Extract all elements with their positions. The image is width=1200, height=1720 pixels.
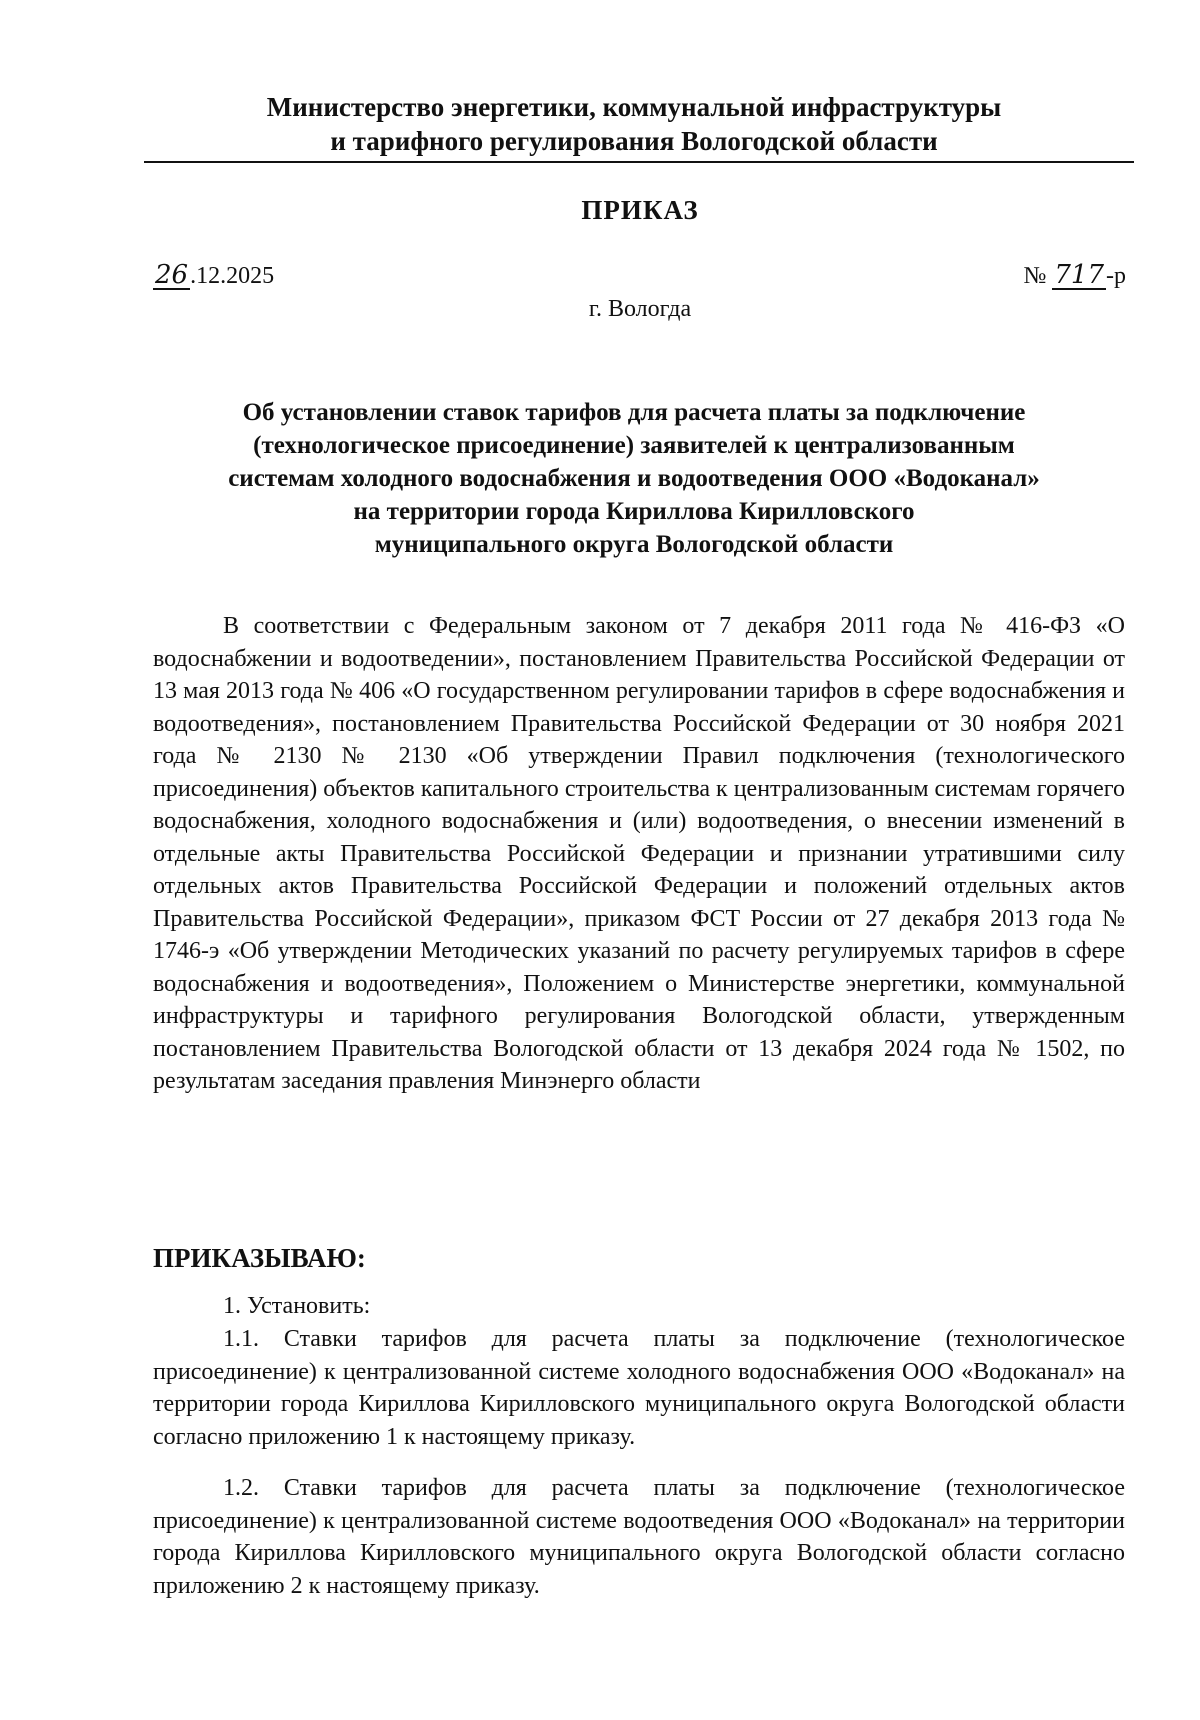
- date-rest: .12.2025: [190, 263, 275, 289]
- order-number: [1023, 262, 1126, 290]
- ministry-line-1: Министерство энергетики, коммунальной инфраструктуры: [266, 92, 1002, 122]
- order-date: [153, 262, 274, 290]
- date-handwritten: 26: [155, 260, 189, 290]
- order-city: г. Вологда: [588, 296, 692, 322]
- subject-line-5: муниципального округа Вологодской области: [374, 531, 894, 558]
- ministry-header: [144, 90, 1124, 158]
- number-prefix: №: [1023, 263, 1047, 289]
- ministry-line-2: и тарифного регулирования Вологодской области: [330, 126, 938, 156]
- subject-line-3: системам холодного водоснабжения и водоотведения ООО «Водоканал»: [228, 465, 1040, 492]
- order-subject: [144, 396, 1124, 561]
- subject-line-2: (технологическое присоединение) заявителей к централизованным: [253, 432, 1015, 459]
- item-1: 1. Установить:: [223, 1293, 371, 1319]
- subject-line-1: Об установлении ставок тарифов для расчета платы за подключение: [242, 399, 1026, 426]
- item-1-2: 1.2. Ставки тарифов для расчета платы за подключение (технологическое присоединение) к централизованной системе водоотведения ООО «Водоканал» на территории города Кириллова Кирилловского муниципального округа Вологодской области согласно приложению 2 к настоящему приказу.: [153, 1475, 1125, 1599]
- order-title: ПРИКАЗ: [581, 195, 699, 225]
- subject-line-4: на территории города Кириллова Кирилловского: [353, 498, 915, 525]
- number-suffix: -р: [1106, 263, 1126, 289]
- number-handwritten: 717: [1054, 260, 1104, 290]
- preamble-paragraph: В соответствии с Федеральным законом от 7 декабря 2011 года № 416-ФЗ «О водоснабжении и водоотведении», постановлением Правительства Российской Федерации от 13 мая 2013 года № 406 «О государственном регулировании тарифов в сфере водоснабжения и водоотведения», постановлением Правительства Российской Федерации от 30 ноября 2021 года № 2130 № 2130 «Об утверждении Правил подключения (технологического присоединения) объектов капитального строительства к централизованным системам горячего водоснабжения, холодного водоснабжения и (или) водоотведения, о внесении изменений в отдельные акты Правительства Российской Федерации и признании утратившими силу отдельных актов Правительства Российской Федерации и положений отдельных актов Правительства Российской Федерации», приказом ФСТ России от 27 декабря 2013 года № 1746-э «Об утверждении Методических указаний по расчету регулируемых тарифов в сфере водоснабжения и водоотведения», Положением о Министерстве энергетики, коммунальной инфраструктуры и тарифного регулирования Вологодской области, утвержденным постановлением Правительства Вологодской области от 13 декабря 2024 года № 1502, по результатам заседания правления Минэнерго области: [153, 613, 1125, 1094]
- decree-word: ПРИКАЗЫВАЮ:: [153, 1243, 366, 1273]
- item-1-1: 1.1. Ставки тарифов для расчета платы за подключение (технологическое присоединение) к централизованной системе холодного водоснабжения ООО «Водоканал» на территории города Кириллова Кирилловского муниципального округа Вологодской области согласно приложению 1 к настоящему приказу.: [153, 1326, 1125, 1450]
- header-rule: [144, 161, 1134, 163]
